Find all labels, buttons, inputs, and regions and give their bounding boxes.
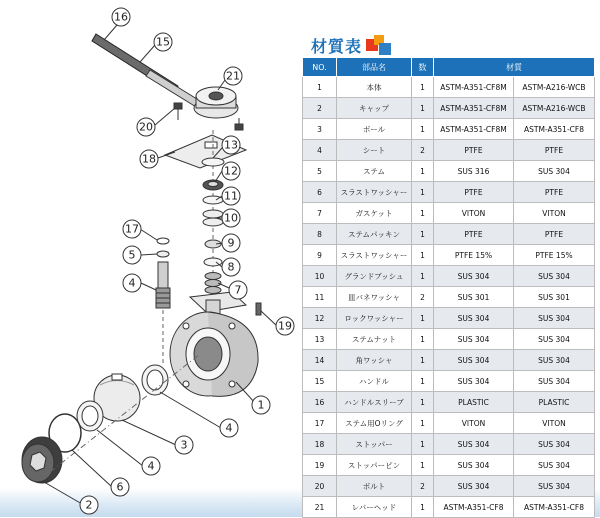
table-row [303, 224, 595, 245]
callout-label-14: 13 [224, 138, 238, 152]
callout-label-2: 2 [85, 498, 93, 512]
table-row [303, 308, 595, 329]
callout-label-3: 3 [180, 438, 188, 452]
cell-no: 4 [303, 140, 337, 161]
cell-material-2: SUS 304 [514, 350, 595, 371]
stopper-pin [256, 303, 261, 315]
table-row [303, 371, 595, 392]
table-row [303, 140, 595, 161]
cell-material-1: PTFE [434, 140, 514, 161]
cell-material-2: PTFE [514, 140, 595, 161]
cell-part-name: シート [337, 140, 412, 161]
cell-part-name: ロックワッシャー [337, 308, 412, 329]
cell-no: 21 [303, 497, 337, 518]
callout-label-11: 10 [224, 211, 238, 225]
cell-no: 18 [303, 434, 337, 455]
callout-label-20: 20 [139, 120, 153, 134]
cell-part-name: 角ワッシャ [337, 350, 412, 371]
cell-qty: 1 [412, 98, 434, 119]
materials-table [302, 57, 595, 518]
cell-material-2: SUS 304 [514, 476, 595, 497]
cell-qty: 1 [412, 371, 434, 392]
table-row [303, 203, 595, 224]
cell-material-1: SUS 301 [434, 287, 514, 308]
table-row [303, 245, 595, 266]
callout-label-16: 16 [114, 10, 128, 24]
callout-label-21: 21 [226, 69, 240, 83]
cell-no: 15 [303, 371, 337, 392]
callout-label-15: 15 [156, 35, 170, 49]
cell-material-1: ASTM-A351-CF8M [434, 98, 514, 119]
cell-material-1: SUS 304 [434, 371, 514, 392]
cell-material-2: SUS 304 [514, 455, 595, 476]
callout-label-5: 4 [128, 276, 136, 290]
cell-part-name: グランドブッシュ [337, 266, 412, 287]
cell-part-name: ハンドルスリーブ [337, 392, 412, 413]
table-row [303, 350, 595, 371]
callout-label-8: 7 [234, 283, 242, 297]
cell-qty: 1 [412, 497, 434, 518]
cell-part-name: ボール [337, 119, 412, 140]
cell-qty: 1 [412, 392, 434, 413]
cell-part-name: ステム用Oリング [337, 413, 412, 434]
disc-spring-1 [203, 210, 223, 218]
cell-material-1: PLASTIC [434, 392, 514, 413]
cell-material-2: VITON [514, 413, 595, 434]
cell-qty: 1 [412, 266, 434, 287]
cell-material-1: PTFE 15% [434, 245, 514, 266]
cell-no: 14 [303, 350, 337, 371]
callout-label-6: 5 [128, 248, 136, 262]
cell-material-1: VITON [434, 203, 514, 224]
cell-part-name: キャップ [337, 98, 412, 119]
cell-material-2: SUS 304 [514, 266, 595, 287]
cell-no: 13 [303, 329, 337, 350]
cell-qty: 1 [412, 308, 434, 329]
cell-material-2: SUS 304 [514, 308, 595, 329]
bolt-left [174, 103, 182, 120]
cell-material-2: PTFE [514, 182, 595, 203]
table-row [303, 413, 595, 434]
cell-material-1: SUS 304 [434, 350, 514, 371]
cell-material-1: SUS 304 [434, 455, 514, 476]
cell-no: 8 [303, 224, 337, 245]
header-material: 材質 [434, 58, 595, 77]
cell-no: 3 [303, 119, 337, 140]
callout-label-9: 8 [227, 260, 235, 274]
callout-label-4a: 4 [225, 421, 233, 435]
title-text: 材質表 [311, 36, 363, 56]
cell-material-2: PTFE 15% [514, 245, 595, 266]
cell-part-name: 皿バネワッシャ [337, 287, 412, 308]
bolt-right [235, 118, 243, 130]
cell-qty: 1 [412, 77, 434, 98]
cell-material-1: SUS 304 [434, 434, 514, 455]
square-washer [202, 158, 224, 166]
cell-no: 2 [303, 98, 337, 119]
cell-material-2: ASTM-A216-WCB [514, 98, 595, 119]
table-row [303, 497, 595, 518]
cell-no: 19 [303, 455, 337, 476]
callout-label-1: 1 [257, 398, 265, 412]
cell-no: 16 [303, 392, 337, 413]
cell-material-1: ASTM-A351-CF8M [434, 77, 514, 98]
cell-no: 5 [303, 161, 337, 182]
cell-qty: 1 [412, 182, 434, 203]
cell-no: 9 [303, 245, 337, 266]
disc-spring-2 [203, 218, 223, 226]
exploded-valve-diagram [0, 0, 296, 517]
cell-qty: 1 [412, 434, 434, 455]
table-row [303, 434, 595, 455]
cell-material-1: SUS 316 [434, 161, 514, 182]
cell-part-name: ストッパー [337, 434, 412, 455]
table-row [303, 476, 595, 497]
cell-part-name: レバーヘッド [337, 497, 412, 518]
cell-part-name: スラストワッシャー [337, 245, 412, 266]
cell-qty: 2 [412, 476, 434, 497]
cell-material-2: ASTM-A351-CF8 [514, 119, 595, 140]
cell-qty: 1 [412, 329, 434, 350]
callout-label-17: 17 [125, 222, 139, 236]
cell-material-2: PLASTIC [514, 392, 595, 413]
cell-material-1: SUS 304 [434, 476, 514, 497]
stem-nut [203, 180, 223, 190]
table-header-row [303, 58, 595, 77]
cell-material-2: SUS 301 [514, 287, 595, 308]
callout-label-12: 11 [224, 189, 238, 203]
thrust-washer-small [157, 251, 169, 257]
cell-part-name: ステムナット [337, 329, 412, 350]
header-no: NO. [303, 58, 337, 77]
table-row [303, 77, 595, 98]
cell-qty: 1 [412, 119, 434, 140]
table-row [303, 329, 595, 350]
table-row [303, 455, 595, 476]
cell-part-name: ガスケット [337, 203, 412, 224]
cell-no: 12 [303, 308, 337, 329]
cell-qty: 1 [412, 245, 434, 266]
packing-1 [205, 273, 221, 280]
callout-label-7: 6 [116, 480, 124, 494]
cell-qty: 1 [412, 413, 434, 434]
cell-material-2: PTFE [514, 224, 595, 245]
cell-material-2: SUS 304 [514, 329, 595, 350]
table-body [303, 77, 595, 518]
table-row [303, 98, 595, 119]
cell-material-1: VITON [434, 413, 514, 434]
cell-part-name: ステム [337, 161, 412, 182]
cell-qty: 1 [412, 203, 434, 224]
cell-material-2: VITON [514, 203, 595, 224]
cell-material-1: SUS 304 [434, 329, 514, 350]
cell-material-2: SUS 304 [514, 434, 595, 455]
table-row [303, 392, 595, 413]
cell-part-name: ストッパーピン [337, 455, 412, 476]
cell-material-2: ASTM-A351-CF8 [514, 497, 595, 518]
cell-material-1: PTFE [434, 224, 514, 245]
callout-label-18: 18 [142, 152, 156, 166]
callout-label-13: 12 [224, 164, 238, 178]
valve-body [170, 292, 258, 396]
cell-qty: 2 [412, 140, 434, 161]
cell-part-name: ステムパッキン [337, 224, 412, 245]
cell-no: 10 [303, 266, 337, 287]
table-row [303, 266, 595, 287]
stem [156, 262, 170, 308]
cell-no: 6 [303, 182, 337, 203]
cell-no: 7 [303, 203, 337, 224]
cell-qty: 1 [412, 455, 434, 476]
cell-material-1: SUS 304 [434, 308, 514, 329]
cell-part-name: ハンドル [337, 371, 412, 392]
cell-material-2: SUS 304 [514, 371, 595, 392]
callout-label-19: 19 [278, 319, 292, 333]
cell-no: 20 [303, 476, 337, 497]
cell-qty: 1 [412, 224, 434, 245]
cell-part-name: ボルト [337, 476, 412, 497]
table-row [303, 287, 595, 308]
cell-qty: 2 [412, 287, 434, 308]
cell-part-name: スラストワッシャー [337, 182, 412, 203]
table-title [311, 33, 392, 57]
lever-head [194, 87, 238, 118]
header-part-name: 部品名 [337, 58, 412, 77]
cell-no: 1 [303, 77, 337, 98]
table-row [303, 182, 595, 203]
stem-o-ring [157, 238, 169, 244]
packing-3 [205, 287, 221, 294]
cell-material-2: SUS 304 [514, 161, 595, 182]
cell-part-name: 本体 [337, 77, 412, 98]
cell-no: 11 [303, 287, 337, 308]
cell-material-1: SUS 304 [434, 266, 514, 287]
cell-material-1: ASTM-A351-CF8 [434, 497, 514, 518]
cell-material-2: ASTM-A216-WCB [514, 77, 595, 98]
callout-label-4b: 4 [147, 459, 155, 473]
cell-material-1: PTFE [434, 182, 514, 203]
cell-no: 17 [303, 413, 337, 434]
title-color-mark-icon [366, 35, 392, 55]
table-row [303, 161, 595, 182]
callout-label-10: 9 [227, 236, 235, 250]
cell-qty: 1 [412, 161, 434, 182]
cap [22, 437, 62, 483]
table-row [303, 119, 595, 140]
cell-material-1: ASTM-A351-CF8M [434, 119, 514, 140]
cell-qty: 1 [412, 350, 434, 371]
header-qty: 数 [412, 58, 434, 77]
